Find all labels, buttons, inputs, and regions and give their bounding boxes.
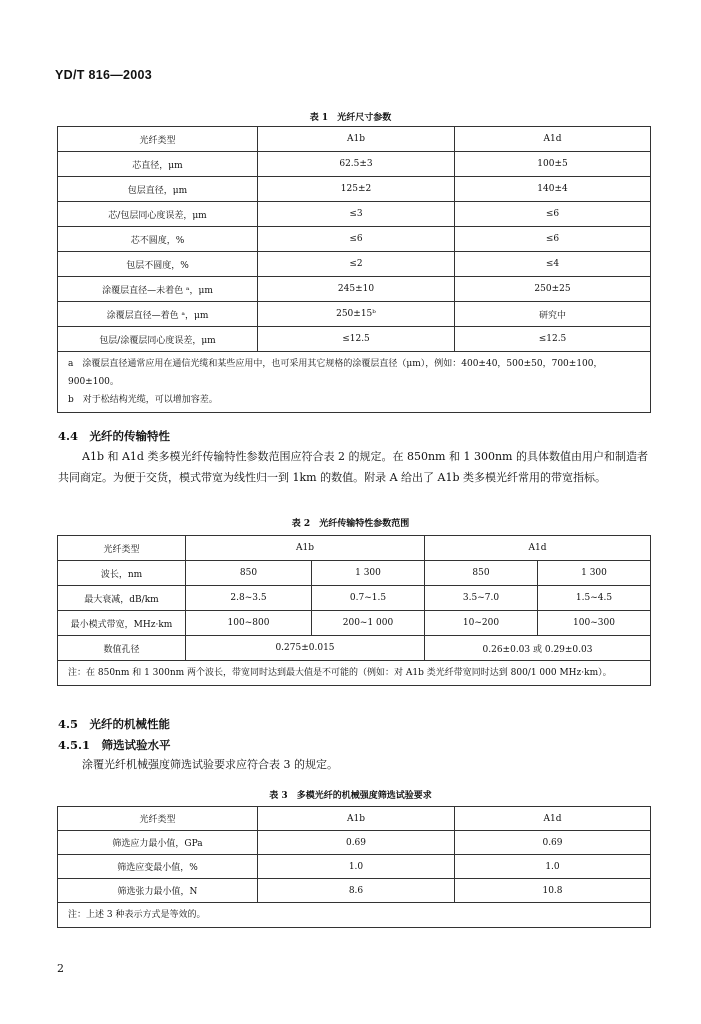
table-row bbox=[58, 177, 651, 202]
row-label: 包层直径，μm bbox=[58, 177, 258, 202]
header-cell: A1d bbox=[425, 536, 651, 561]
table-note bbox=[58, 352, 651, 413]
table-row bbox=[58, 611, 651, 636]
table-cell: 0.7~1.5 bbox=[312, 586, 425, 611]
header-cell: A1b bbox=[258, 807, 455, 831]
table-note bbox=[58, 661, 651, 686]
table-row bbox=[58, 327, 651, 352]
row-label: 波长，nm bbox=[58, 561, 186, 586]
document-id: YD/T 816—2003 bbox=[55, 68, 153, 82]
page-number: 2 bbox=[57, 962, 64, 975]
section-4-4-paragraph bbox=[58, 446, 650, 488]
row-label: 筛选张力最小值，N bbox=[58, 879, 258, 903]
table-row bbox=[58, 152, 651, 177]
table-cell: 100~300 bbox=[538, 611, 651, 636]
table-note-row bbox=[58, 352, 651, 413]
table-cell: 850 bbox=[186, 561, 312, 586]
table-cell: ≤2 bbox=[258, 252, 455, 277]
row-label: 芯直径，μm bbox=[58, 152, 258, 177]
table-cell: ≤6 bbox=[455, 202, 651, 227]
table-row bbox=[58, 561, 651, 586]
header-cell: A1d bbox=[455, 807, 651, 831]
table2-caption: 表 2 光纤传输特性参数范围 bbox=[291, 519, 410, 529]
table-cell: 2.8~3.5 bbox=[186, 586, 312, 611]
table-cell: 1 300 bbox=[312, 561, 425, 586]
row-label: 涂覆层直径—着色 ᵃ，μm bbox=[58, 302, 258, 327]
table-header-row bbox=[58, 127, 651, 152]
table2-note-text: 注：在 850nm 和 1 300nm 两个波长，带宽同时达到最大值是不可能的（例如：对 A1b 类光纤带宽同时达到 800/1 000 MHz·km）。 bbox=[68, 668, 612, 678]
row-label: 筛选应变最小值，% bbox=[58, 855, 258, 879]
section-4-5-1-heading: 4.5.1 筛选试验水平 bbox=[58, 738, 171, 752]
table-cell: 850 bbox=[425, 561, 538, 586]
table-note-row bbox=[58, 661, 651, 686]
table-cell: 3.5~7.0 bbox=[425, 586, 538, 611]
table-cell: 250±15ᵇ bbox=[258, 302, 455, 327]
row-label: 包层不圆度，% bbox=[58, 252, 258, 277]
row-label: 数值孔径 bbox=[58, 636, 186, 661]
table-row bbox=[58, 252, 651, 277]
header-cell: A1b bbox=[186, 536, 425, 561]
table-cell: 8.6 bbox=[258, 879, 455, 903]
row-label: 最大衰减，dB/km bbox=[58, 586, 186, 611]
transmission-characteristics-table bbox=[57, 535, 651, 686]
table-cell: 0.26±0.03 或 0.29±0.03 bbox=[425, 636, 651, 661]
table-cell: ≤6 bbox=[455, 227, 651, 252]
table-cell: ≤12.5 bbox=[455, 327, 651, 352]
table-note-row bbox=[58, 903, 651, 928]
table3-caption: 表 3 多模光纤的机械强度筛选试验要求 bbox=[269, 791, 432, 801]
header-cell: 光纤类型 bbox=[58, 536, 186, 561]
section-4-5-1-paragraph bbox=[58, 754, 650, 775]
table-row bbox=[58, 879, 651, 903]
table-row bbox=[58, 586, 651, 611]
table-row bbox=[58, 202, 651, 227]
table-cell: 200~1 000 bbox=[312, 611, 425, 636]
table-cell: 100±5 bbox=[455, 152, 651, 177]
table-cell: 1 300 bbox=[538, 561, 651, 586]
table-cell: 0.69 bbox=[455, 831, 651, 855]
table-row bbox=[58, 227, 651, 252]
row-label: 芯不圆度，% bbox=[58, 227, 258, 252]
row-label: 涂覆层直径—未着色 ᵃ，μm bbox=[58, 277, 258, 302]
row-label: 芯/包层同心度误差，μm bbox=[58, 202, 258, 227]
table-row bbox=[58, 855, 651, 879]
footnote-b: b 对于松结构光缆，可以增加容差。 bbox=[68, 395, 218, 405]
table-cell: 1.5~4.5 bbox=[538, 586, 651, 611]
table-row bbox=[58, 831, 651, 855]
table-cell: 245±10 bbox=[258, 277, 455, 302]
header-cell: A1b bbox=[258, 127, 455, 152]
table-cell: 100~800 bbox=[186, 611, 312, 636]
fiber-dimension-table bbox=[57, 126, 651, 413]
table-cell: 1.0 bbox=[258, 855, 455, 879]
row-label: 筛选应力最小值，GPa bbox=[58, 831, 258, 855]
section-4-4-text: A1b 和 A1d 类多模光纤传输特性参数范围应符合表 2 的规定。在 850nm 和 1 300nm 的具体数值由用户和制造者共同商定。为便于交货，模式带宽为线性归一到 1km 的数值。附录 A 给出了 A1b 类多模光纤常用的带宽指标。 bbox=[58, 450, 648, 484]
footnote-a: a 涂覆层直径通常应用在通信光缆和某些应用中，也可采用其它规格的涂覆层直径（μm），例如：400±40，500±50，700±100，900±100。 bbox=[68, 359, 603, 387]
table-cell: 125±2 bbox=[258, 177, 455, 202]
header-cell: A1d bbox=[455, 127, 651, 152]
table-cell: 62.5±3 bbox=[258, 152, 455, 177]
table-cell: 研究中 bbox=[455, 302, 651, 327]
table-row bbox=[58, 277, 651, 302]
header-cell: 光纤类型 bbox=[58, 127, 258, 152]
table-cell: ≤3 bbox=[258, 202, 455, 227]
table-cell: ≤4 bbox=[455, 252, 651, 277]
table-cell: ≤12.5 bbox=[258, 327, 455, 352]
table3-note-text: 注：上述 3 种表示方式是等效的。 bbox=[68, 910, 206, 920]
table-cell: 10~200 bbox=[425, 611, 538, 636]
table-row bbox=[58, 302, 651, 327]
row-label: 包层/涂覆层同心度误差，μm bbox=[58, 327, 258, 352]
header-cell: 光纤类型 bbox=[58, 807, 258, 831]
table-cell: 0.69 bbox=[258, 831, 455, 855]
table-cell: 0.275±0.015 bbox=[186, 636, 425, 661]
table1-caption: 表 1 光纤尺寸参数 bbox=[309, 113, 392, 123]
table-row bbox=[58, 636, 651, 661]
table-header-row bbox=[58, 807, 651, 831]
table-note bbox=[58, 903, 651, 928]
row-label: 最小模式带宽，MHz·km bbox=[58, 611, 186, 636]
mechanical-screening-table bbox=[57, 806, 651, 928]
table-cell: ≤6 bbox=[258, 227, 455, 252]
table-cell: 140±4 bbox=[455, 177, 651, 202]
table-header-row bbox=[58, 536, 651, 561]
section-4-5-1-text: 涂覆光纤机械强度筛选试验要求应符合表 3 的规定。 bbox=[82, 758, 338, 771]
section-4-4-heading: 4.4 光纤的传输特性 bbox=[58, 429, 171, 443]
table-cell: 1.0 bbox=[455, 855, 651, 879]
table-cell: 250±25 bbox=[455, 277, 651, 302]
table-cell: 10.8 bbox=[455, 879, 651, 903]
section-4-5-heading: 4.5 光纤的机械性能 bbox=[58, 717, 171, 731]
